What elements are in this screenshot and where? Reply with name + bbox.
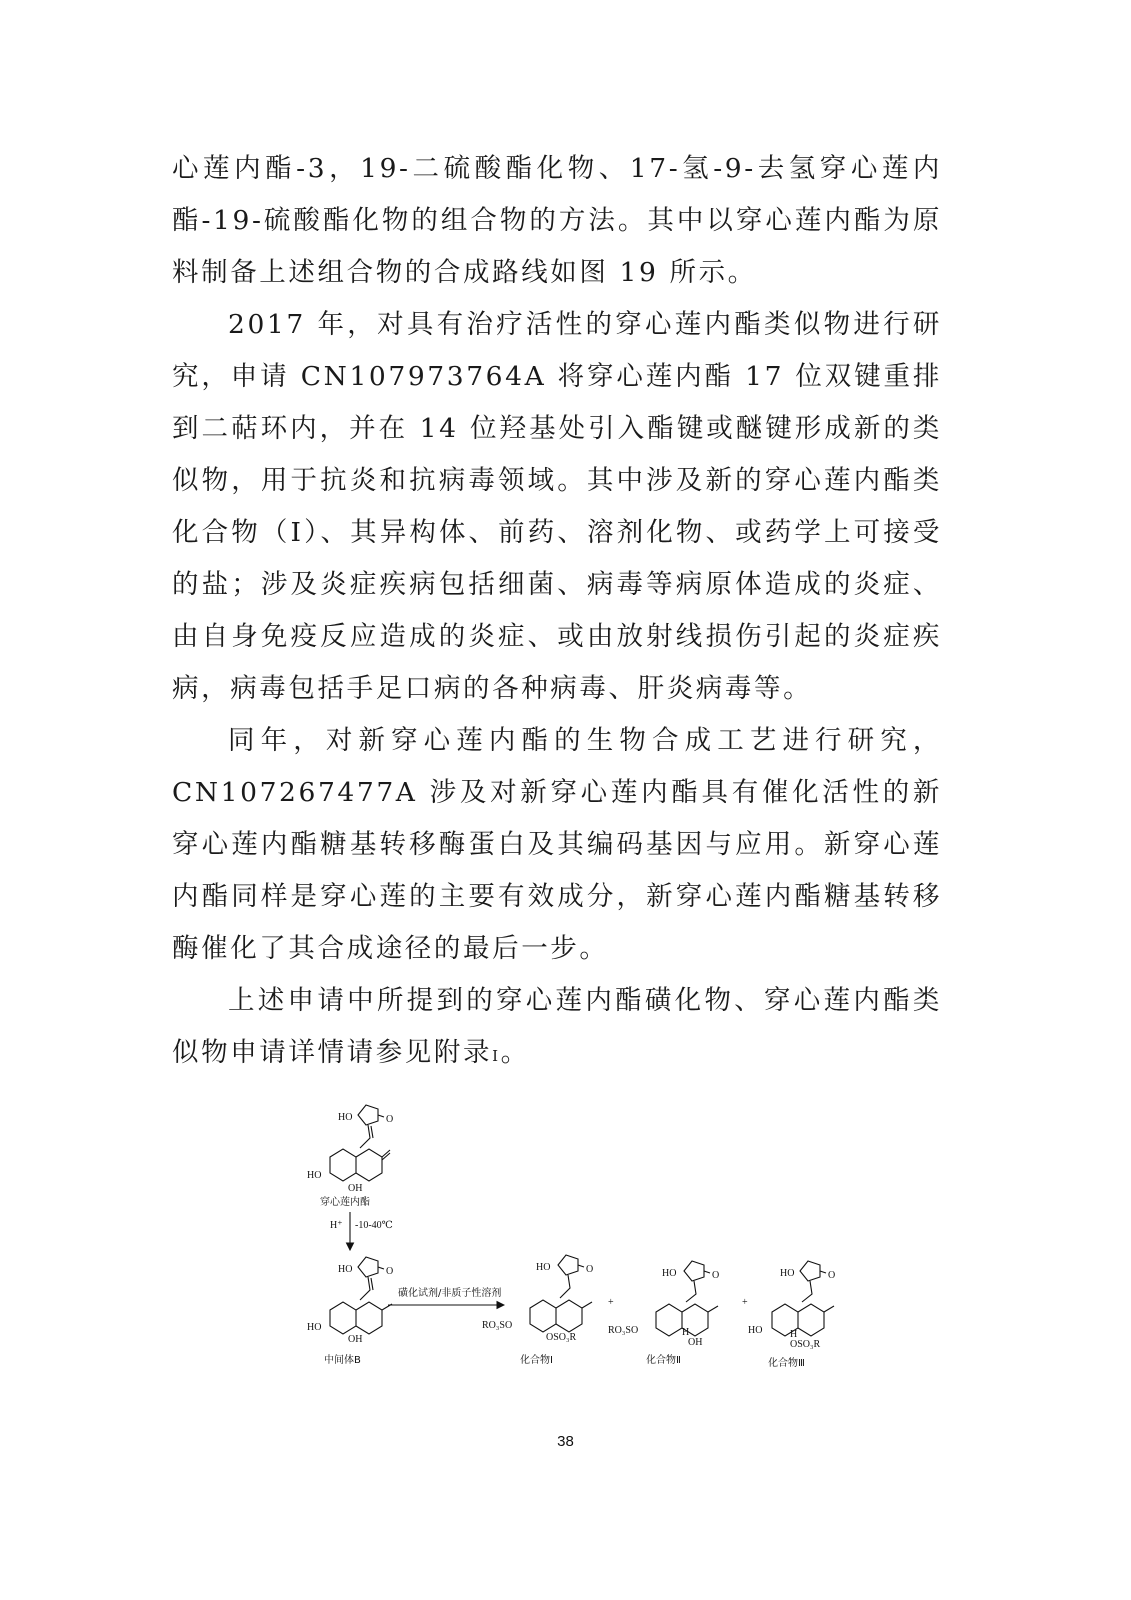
svg-text:+: +	[608, 1297, 614, 1308]
compound-3-structure	[748, 1261, 835, 1369]
svg-text:OSO₃R: OSO₃R	[546, 1332, 577, 1343]
svg-text:H: H	[790, 1329, 798, 1340]
reaction-scheme	[290, 1090, 850, 1390]
svg-text:HO: HO	[662, 1268, 677, 1279]
svg-text:O: O	[386, 1266, 394, 1277]
svg-text:OH: OH	[348, 1334, 363, 1345]
svg-text:磺化试剂/非质子性溶剂: 磺化试剂/非质子性溶剂	[398, 1288, 502, 1299]
svg-text:RO₃SO: RO₃SO	[482, 1320, 513, 1331]
paragraph-4-text: 上述申请中所提到的穿心莲内酯磺化物、穿心莲内酯类似物申请详情请参见附录	[172, 985, 942, 1068]
svg-text:RO₃SO: RO₃SO	[608, 1325, 639, 1336]
paragraph-1: 心莲内酯-3，19-二硫酸酯化物、17-氢-9-去氢穿心莲内酯-19-硫酸酯化物的组合物的方法。其中以穿心莲内酯为原料制备上述组合物的合成路线如图 19 所示。	[172, 153, 942, 288]
svg-text:化合物Ⅲ: 化合物Ⅲ	[768, 1358, 805, 1369]
paragraph-2: 2017 年，对具有治疗活性的穿心莲内酯类似物进行研究，申请 CN107973764A 将穿心莲内酯 17 位双键重排到二萜环内，并在 14 位羟基处引入酯键或醚键形成新的类似物，用于抗炎和抗病毒领域。其中涉及新的穿心莲内酯类化合物（Ⅰ）、其异构体、前药、溶剂化物、或药学上可接受的盐；涉及炎症疾病包括细菌、病毒等病原体造成的炎症、由自身免疫反应造成的炎症、或由放射线损伤引起的炎症疾病，病毒包括手足口病的各种病毒、肝炎病毒等。	[172, 309, 942, 704]
svg-text:穿心莲内酯: 穿心莲内酯	[320, 1197, 370, 1208]
svg-text:HO: HO	[307, 1322, 322, 1333]
svg-text:化合物Ⅱ: 化合物Ⅱ	[646, 1355, 681, 1366]
svg-text:+: +	[742, 1297, 748, 1308]
compound-1-structure	[482, 1255, 593, 1366]
paragraph-4	[172, 975, 942, 1082]
appendix-mark: I	[492, 1047, 501, 1065]
svg-text:HO: HO	[780, 1268, 795, 1279]
svg-text:OH: OH	[688, 1337, 703, 1348]
synthesis-route-figure	[290, 1090, 850, 1390]
body-text	[172, 143, 942, 1082]
svg-text:中间体B: 中间体B	[324, 1355, 361, 1366]
svg-text:HO: HO	[307, 1170, 322, 1181]
svg-text:O: O	[712, 1270, 720, 1281]
svg-text:O: O	[586, 1264, 594, 1275]
svg-text:-10-40℃: -10-40℃	[355, 1220, 393, 1231]
andrographolide-structure	[307, 1105, 393, 1208]
svg-text:O: O	[386, 1114, 394, 1125]
svg-text:OSO₃R: OSO₃R	[790, 1339, 821, 1350]
svg-text:化合物Ⅰ: 化合物Ⅰ	[520, 1355, 553, 1366]
paragraph-4-end: 。	[500, 1037, 530, 1068]
intermediate-b-structure	[307, 1257, 393, 1366]
page-number: 38	[557, 1433, 574, 1450]
svg-text:H⁺: H⁺	[330, 1220, 343, 1231]
svg-text:HO: HO	[338, 1112, 353, 1123]
svg-text:HO: HO	[536, 1262, 551, 1273]
step1-arrow	[330, 1212, 393, 1250]
compound-2-structure	[608, 1261, 719, 1366]
svg-text:O: O	[828, 1270, 836, 1281]
step2-arrow	[388, 1286, 504, 1305]
svg-text:OH: OH	[348, 1183, 363, 1194]
svg-text:HO: HO	[748, 1325, 763, 1336]
svg-text:H: H	[682, 1327, 690, 1338]
paragraph-3: 同年，对新穿心莲内酯的生物合成工艺进行研究，CN107267477A 涉及对新穿心莲内酯具有催化活性的新穿心莲内酯糖基转移酶蛋白及其编码基因与应用。新穿心莲内酯同样是穿心莲的主要有效成分，新穿心莲内酯糖基转移酶催化了其合成途径的最后一步。	[172, 725, 942, 964]
svg-text:HO: HO	[338, 1264, 353, 1275]
